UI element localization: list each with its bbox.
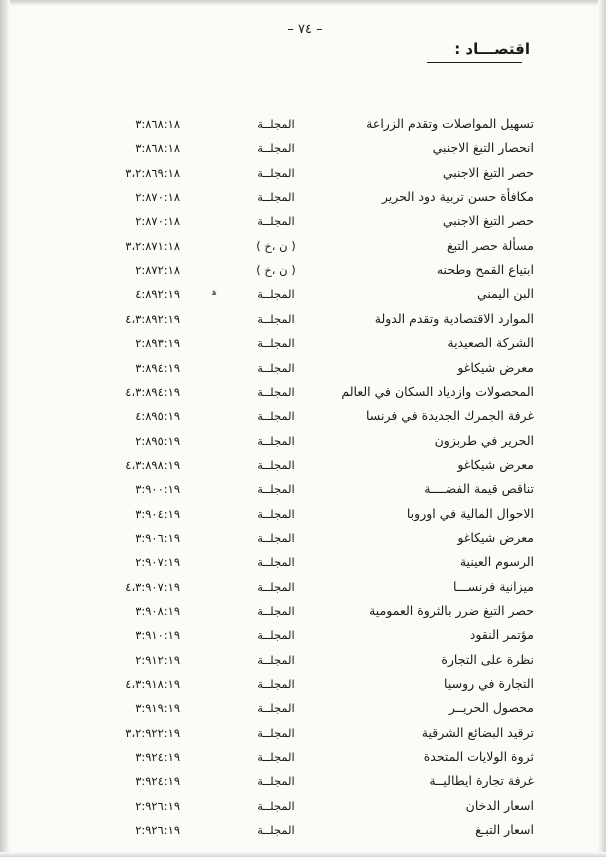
entry-subject: تناقص قيمة الفضــــة [424, 481, 534, 497]
entry-subject: غرفة الجمرك الجديدة في فرنسا [366, 408, 534, 424]
entry-subject: نظرة على التجارة [441, 651, 534, 667]
entry-row [0, 820, 606, 840]
entry-source: المجلــة [257, 579, 295, 594]
scan-edge-bottom [0, 852, 606, 857]
entry-source: المجلــة [257, 725, 295, 740]
entry-row [0, 309, 606, 329]
entry-source: المجلــة [257, 117, 295, 131]
section-title: اقتصـــاد : [454, 40, 530, 58]
entry-row [0, 625, 606, 645]
entry-subject: الشركة الصعيدية [447, 335, 534, 351]
entry-reference: ٣:٩٢٤:١٩ [135, 774, 180, 789]
entry-reference: ٢:٩٢٦:١٩ [135, 823, 180, 838]
entry-reference: ٤،٣:٨٩٢:١٩ [125, 311, 180, 326]
entry-source: المجلــة [257, 604, 295, 618]
entry-reference: ٤:٨٩٥:١٩ [135, 409, 180, 424]
entry-subject: مكافأة حسن تربية دود الحرير [381, 189, 534, 205]
entry-reference: ٣،٢:٩٢٢:١٩ [125, 725, 180, 740]
entry-source: المجلــة [257, 214, 295, 229]
entry-source: المجلــة [257, 360, 295, 375]
entry-row [0, 455, 606, 475]
entry-row [0, 333, 606, 353]
entry-reference: ٣:٩٠٦:١٩ [135, 530, 180, 545]
entry-subject: مؤتمر النقود [469, 627, 534, 643]
entry-row [0, 260, 606, 280]
entry-reference: ٢:٩٢٦:١٩ [135, 798, 180, 813]
entry-reference: ٢:٨٩٣:١٩ [135, 336, 180, 351]
entry-row [0, 211, 606, 231]
entry-row [0, 504, 606, 524]
entry-subject: الموارد الاقتصادية وتقدم الدولة [374, 310, 534, 326]
entry-row [0, 796, 606, 816]
entry-reference: ٣:٩١٠:١٩ [135, 628, 180, 643]
entry-row [0, 406, 606, 426]
entry-subject: التجارة في روسيا [444, 676, 534, 692]
entry-subject: المحصولات وازدياد السكان في العالم [341, 383, 534, 399]
entry-subject: غرفة تجارة ايطاليــة [429, 773, 534, 789]
entry-row [0, 747, 606, 767]
entry-reference: ٣:٨٦٨:١٨ [135, 117, 180, 131]
entry-reference: ٤،٣:٨٩٨:١٩ [125, 457, 180, 472]
entry-source: المجلــة [257, 384, 295, 399]
entry-row [0, 698, 606, 718]
entry-subject: معرض شيكاغو [457, 529, 534, 545]
entry-row [0, 552, 606, 572]
entry-source: المجلــة [257, 457, 295, 472]
entry-source: المجلــة [257, 190, 295, 205]
entry-reference: ٤،٣:٨٩٤:١٩ [125, 384, 180, 399]
entry-row [0, 114, 606, 134]
entry-source: المجلــة [257, 311, 295, 326]
entry-reference: ٣،٢:٨٧١:١٨ [125, 238, 180, 253]
entry-row [0, 601, 606, 621]
entry-row [0, 650, 606, 670]
entry-source: المجلــة [257, 750, 295, 765]
entry-source: المجلــة [257, 165, 295, 180]
entry-subject: اسعار التبـغ [475, 822, 534, 838]
entry-subject: الاحوال المالية في اوروبا [406, 505, 534, 521]
entry-subject: ترقيد البضائع الشرقية [421, 724, 534, 740]
entry-source: المجلــة [257, 433, 295, 448]
entry-row [0, 138, 606, 158]
entry-row [0, 771, 606, 791]
entry-reference: ٢:٨٧٠:١٨ [135, 214, 180, 229]
entry-subject: ابتياع القمح وطحنه [436, 262, 534, 278]
entry-subject: حصر التبغ ضرر بالثروة العمومية [369, 603, 534, 618]
entry-source: المجلــة [257, 652, 295, 667]
entry-subject: حصر التبغ الاجنبي [442, 213, 534, 229]
page-number: – ٧٤ – [287, 22, 323, 37]
entry-reference: ٣:٩٠٤:١٩ [135, 506, 180, 521]
entry-source: المجلــة [257, 823, 295, 838]
entry-reference: ٢:٩٠٧:١٩ [135, 555, 180, 570]
entry-source: المجلــة [257, 774, 295, 789]
entry-row [0, 723, 606, 743]
entry-row [0, 577, 606, 597]
entry-row [0, 163, 606, 183]
entry-subject: انحصار التبغ الاجنبي [432, 140, 534, 156]
entry-source: المجلــة [257, 701, 295, 716]
entry-source: المجلــة [257, 506, 295, 521]
entry-reference: ٣:٩١٩:١٩ [135, 701, 180, 716]
entry-reference: ٢:٨٧٠:١٨ [135, 190, 180, 205]
entry-source: ( ن ،خ ) [256, 238, 296, 253]
entry-subject: الرسوم العينية [459, 554, 534, 570]
entry-source: المجلــة [257, 677, 295, 692]
entry-reference: ٢:٩١٢:١٩ [135, 652, 180, 667]
entry-row [0, 479, 606, 499]
title-underline [427, 62, 522, 63]
entry-reference: ٣:٩٠٠:١٩ [135, 482, 180, 497]
entry-source: المجلــة [257, 628, 295, 643]
entry-row [0, 528, 606, 548]
entry-source: ( ن ،خ ) [256, 263, 296, 278]
entry-reference: ٣:٨٩٤:١٩ [135, 360, 180, 375]
entry-row [0, 187, 606, 207]
entry-reference: ٢:٨٧٢:١٨ [135, 263, 180, 278]
entry-subject: معرض شيكاغو [457, 359, 534, 375]
entry-subject: مسألة حصر التبغ [446, 237, 534, 253]
entry-subject: ميزانية فرنســـا [452, 578, 534, 594]
entry-row [0, 382, 606, 402]
entry-reference: ٣:٩٢٤:١٩ [135, 750, 180, 765]
entry-subject: محصول الحريــر [448, 700, 534, 716]
stray-mark: ﻫ [212, 288, 217, 298]
entry-subject: البن اليمني [476, 286, 534, 302]
entry-row [0, 431, 606, 451]
entry-source: المجلــة [257, 287, 295, 302]
entry-reference: ٤،٣:٩٠٧:١٩ [125, 579, 180, 594]
entry-subject: اسعار الدخان [465, 797, 534, 813]
entry-row [0, 284, 606, 304]
entry-reference: ٣:٩٠٨:١٩ [135, 604, 180, 618]
entry-row [0, 674, 606, 694]
entry-source: المجلــة [257, 530, 295, 545]
entry-source: المجلــة [257, 482, 295, 497]
entry-source: المجلــة [257, 141, 295, 156]
entry-row [0, 358, 606, 378]
scan-edge-top [0, 0, 606, 6]
entry-reference: ٣:٨٦٨:١٨ [135, 141, 180, 156]
entry-subject: معرض شيكاغو [457, 456, 534, 472]
entry-reference: ٣،٢:٨٦٩:١٨ [125, 165, 180, 180]
entry-reference: ٢:٨٩٥:١٩ [135, 433, 180, 448]
entry-reference: ٤،٣:٩١٨:١٩ [125, 677, 180, 692]
entry-subject: تسهيل المواصلات وتقدم الزراعة [366, 116, 534, 131]
entry-reference: ٤:٨٩٢:١٩ [135, 287, 180, 302]
entry-source: المجلــة [257, 555, 295, 570]
entry-source: المجلــة [257, 798, 295, 813]
entry-source: المجلــة [257, 409, 295, 424]
entry-subject: ثروة الولايات المتحدة [423, 749, 534, 765]
entry-source: المجلــة [257, 336, 295, 351]
entry-subject: حصر التبغ الاجنبي [442, 164, 534, 180]
entry-subject: الحرير في طربزون [434, 432, 534, 448]
entry-row [0, 236, 606, 256]
